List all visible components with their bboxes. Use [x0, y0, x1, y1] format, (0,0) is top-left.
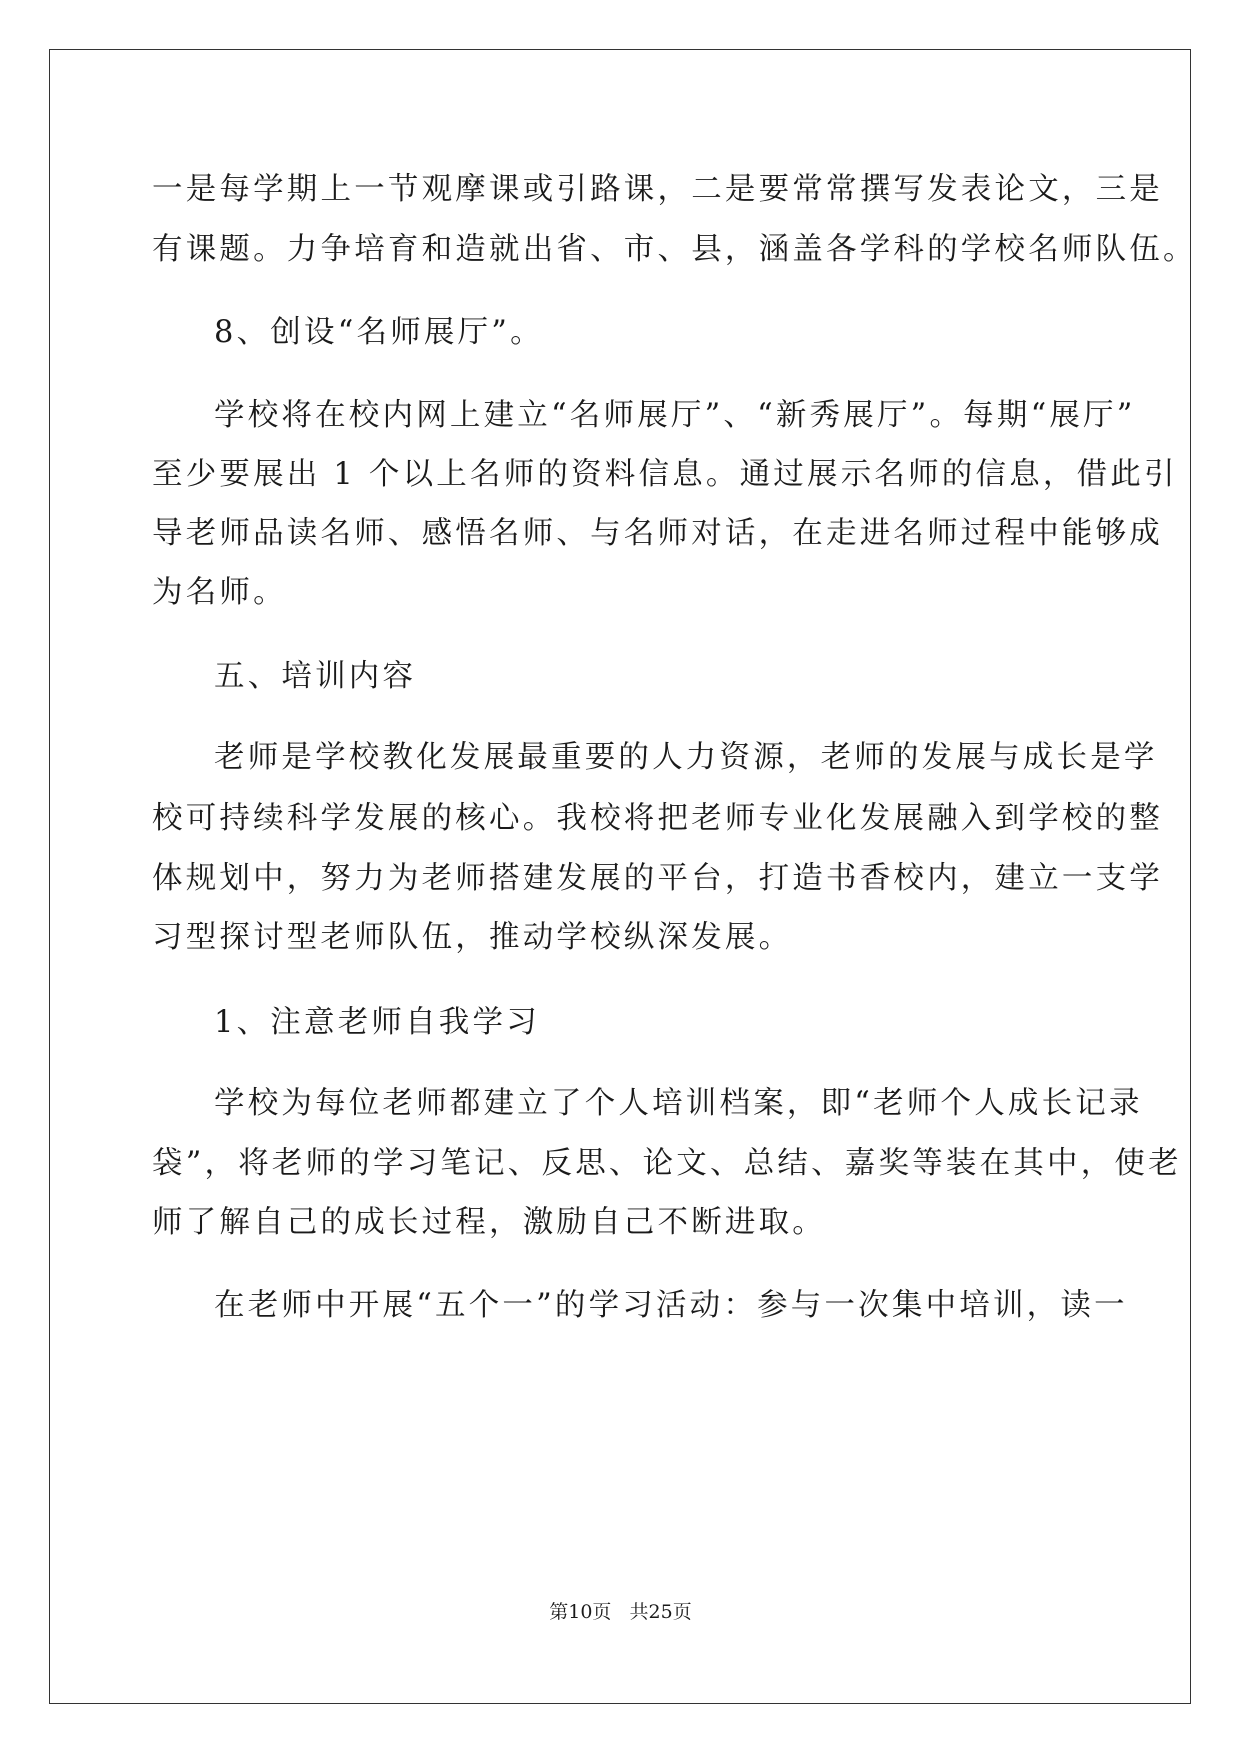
page-number-footer: 第10页 共25页 — [549, 1601, 692, 1623]
paragraph-line: 师了解自己的成长过程，激励自己不断进取。 — [152, 1205, 826, 1240]
paragraph-line: 习型探讨型老师队伍，推动学校纵深发展。 — [152, 920, 793, 955]
paragraph-line: 老师是学校教化发展最重要的人力资源，老师的发展与成长是学 — [214, 740, 1158, 775]
paragraph-line: 在老师中开展“五个一”的学习活动：参与一次集中培训，读一 — [214, 1288, 1128, 1323]
paragraph-line: 有课题。力争培育和造就出省、市、县，涵盖各学科的学校名师队伍。 — [152, 232, 1197, 267]
section-heading: 五、培训内容 — [214, 659, 417, 694]
paragraph-line: 学校为每位老师都建立了个人培训档案，即“老师个人成长记录 — [214, 1086, 1143, 1121]
paragraph-line: 体规划中，努力为老师搭建发展的平台，打造书香校内，建立一支学 — [152, 861, 1163, 896]
paragraph-line: 一是每学期上一节观摩课或引路课，二是要常常撰写发表论文，三是 — [152, 172, 1163, 207]
section-heading: 1、注意老师自我学习 — [214, 1005, 540, 1040]
paragraph-line: 袋”，将老师的学习笔记、反思、论文、总结、嘉奖等装在其中，使老 — [152, 1146, 1182, 1181]
paragraph-line: 至少要展出 1 个以上名师的资料信息。通过展示名师的信息，借此引 — [152, 457, 1178, 492]
paragraph-line: 校可持续科学发展的核心。我校将把老师专业化发展融入到学校的整 — [152, 801, 1163, 836]
paragraph-line: 导老师品读名师、感悟名师、与名师对话，在走进名师过程中能够成 — [152, 516, 1163, 551]
section-heading: 8、创设“名师展厅”。 — [214, 315, 544, 350]
paragraph-line: 为名师。 — [152, 575, 287, 610]
paragraph-line: 学校将在校内网上建立“名师展厅”、“新秀展厅”。每期“展厅” — [214, 398, 1136, 433]
